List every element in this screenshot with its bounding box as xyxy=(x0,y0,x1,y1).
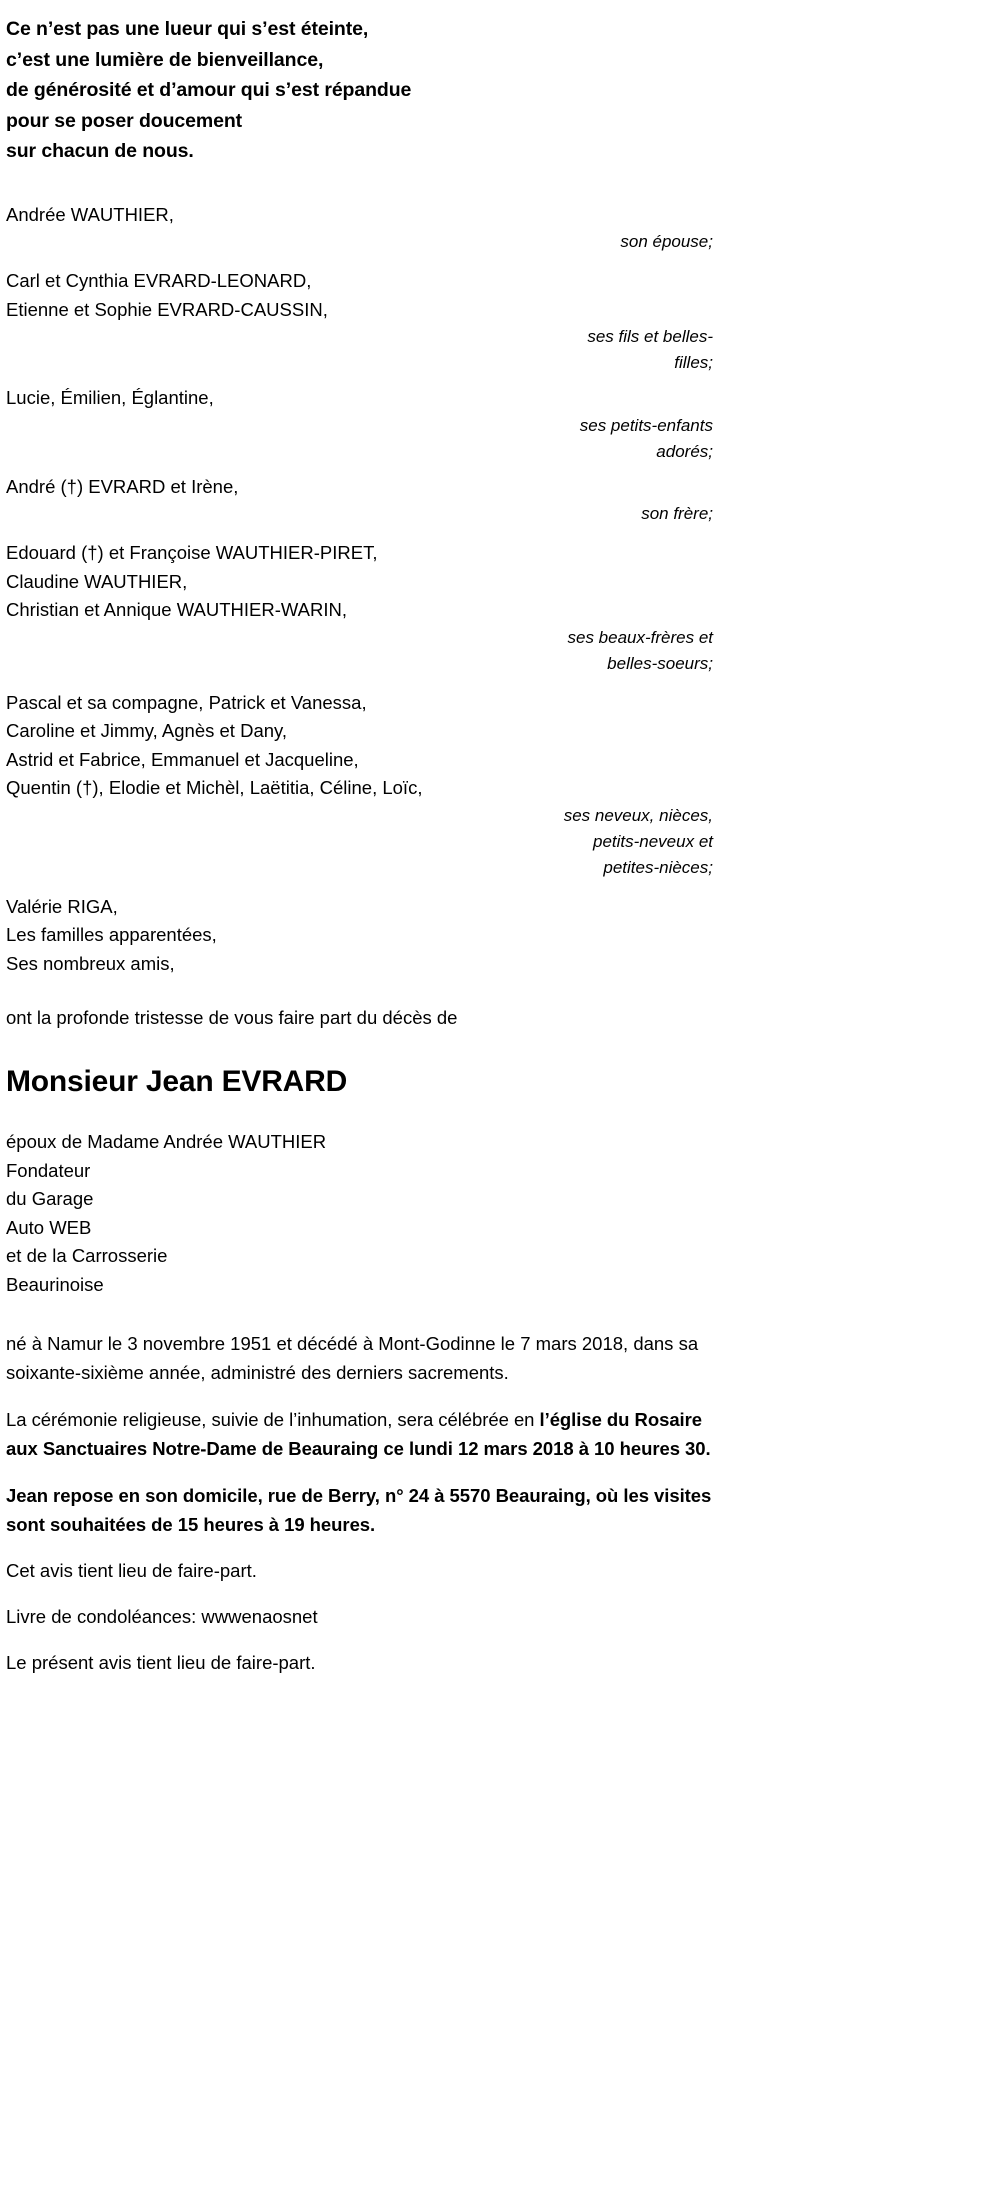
spacer xyxy=(6,677,707,689)
occupation-line: Fondateur xyxy=(6,1159,91,1181)
family-name-line: Christian et Annique WAUTHIER-WARIN, xyxy=(6,599,347,620)
family-name-line: Astrid et Fabrice, Emmanuel et Jacqueline, xyxy=(6,748,359,770)
relation-label-sons xyxy=(6,324,713,376)
relation-line: adorés; xyxy=(656,441,713,461)
poem-line: sur chacun de nous. xyxy=(6,140,194,162)
relation-line: ses petits-enfants xyxy=(579,415,713,435)
occupation-line: Beaurinoise xyxy=(6,1273,104,1295)
ceremony-details xyxy=(6,1405,713,1463)
ceremony-bold-text: l’église du Rosaire aux Sanctuaires Notre-Dame de Beauraing ce lundi 12 mars 2018 à 10 heures 30. xyxy=(6,1409,711,1459)
family-name-line: Lucie, Émilien, Églantine, xyxy=(6,387,214,408)
relation-label-spouse xyxy=(6,229,713,255)
poem-line: c’est une lumière de bienveillance, xyxy=(6,48,324,71)
family-name-line: Valérie RIGA, xyxy=(6,895,118,917)
family-group-spouse xyxy=(6,201,713,256)
announcement-text: ont la profonde tristesse de vous faire part du décès de xyxy=(6,1007,458,1028)
deceased-name-heading: Monsieur Jean EVRARD xyxy=(6,1065,348,1098)
spacer xyxy=(6,881,707,893)
biography-text: né à Namur le 3 novembre 1951 et décédé à Mont-Godinne le 7 mars 2018, dans sa soixante-sixième année, administré des derniers sacrements. xyxy=(6,1333,699,1383)
family-name-line: Pascal et sa compagne, Patrick et Vanessa, xyxy=(6,691,367,713)
footer-present-notice-line: Le présent avis tient lieu de faire-part. xyxy=(6,1652,316,1673)
family-name-line: Ses nombreux amis, xyxy=(6,952,175,974)
family-name-line: Edouard (†) et Françoise WAUTHIER-PIRET, xyxy=(6,542,378,563)
spacer xyxy=(6,465,707,473)
poem-line: de générosité et d’amour qui s’est répandue xyxy=(6,79,412,101)
spacer xyxy=(6,255,707,267)
family-name-line: Les familles apparentées, xyxy=(6,924,217,945)
visitation-details: Jean repose en son domicile, rue de Berry, n° 24 à 5570 Beauraing, où les visites sont souhaitées de 15 heures à 19 heures. xyxy=(6,1485,712,1535)
family-name-line: André (†) EVRARD et Irène, xyxy=(6,475,239,497)
occupation-line: Auto WEB xyxy=(6,1216,92,1238)
relation-label-brother xyxy=(6,501,713,527)
occupation-line: et de la Carrosserie xyxy=(6,1245,168,1266)
family-name-line: Andrée WAUTHIER, xyxy=(6,203,174,225)
relation-line: son frère; xyxy=(641,504,713,523)
family-name-line: Etienne et Sophie EVRARD-CAUSSIN, xyxy=(6,298,328,320)
family-name-line: Quentin (†), Elodie et Michèl, Laëtitia, Céline, Loïc, xyxy=(6,777,423,798)
deceased-occupation-block xyxy=(6,1128,707,1299)
family-name-line: Claudine WAUTHIER, xyxy=(6,570,188,592)
family-name-line: Caroline et Jimmy, Agnès et Dany, xyxy=(6,720,288,741)
relation-line: ses neveux, nièces, xyxy=(563,805,713,825)
family-group-in-laws xyxy=(6,539,713,677)
notice-content xyxy=(0,14,713,1677)
relation-line: son épouse; xyxy=(620,232,713,251)
relation-label-grandchildren xyxy=(6,413,713,465)
family-group-brother xyxy=(6,473,713,528)
condolences-book-line: Livre de condoléances: wwwenaosnet xyxy=(6,1606,318,1627)
occupation-line: époux de Madame Andrée WAUTHIER xyxy=(6,1131,327,1152)
relation-label-nephews-nieces xyxy=(6,803,713,881)
family-name-line: Carl et Cynthia EVRARD-LEONARD, xyxy=(6,270,312,291)
relation-line: petites-nièces; xyxy=(603,857,713,877)
occupation-line: du Garage xyxy=(6,1188,94,1209)
relation-line: belles-soeurs; xyxy=(607,653,713,673)
relation-line: ses beaux-frères et xyxy=(567,627,713,647)
ceremony-lead-text: La cérémonie religieuse, suivie de l’inhumation, sera célébrée en xyxy=(6,1409,540,1430)
family-group-sons xyxy=(6,267,713,376)
footer-notice-line: Cet avis tient lieu de faire-part. xyxy=(6,1560,257,1581)
memorial-poem xyxy=(6,14,707,167)
spacer xyxy=(6,376,707,384)
family-group-grandchildren xyxy=(6,384,713,465)
relation-label-in-laws xyxy=(6,625,713,677)
family-group-nephews-nieces xyxy=(6,689,713,881)
poem-line: pour se poser doucement xyxy=(6,109,243,132)
relation-line: ses fils et belles- xyxy=(587,327,713,346)
family-group-others xyxy=(6,893,713,979)
spacer xyxy=(6,527,707,539)
relation-line: petits-neveux et xyxy=(592,831,713,851)
relation-line: filles; xyxy=(674,353,713,372)
poem-line: Ce n’est pas une lueur qui s’est éteinte, xyxy=(6,18,369,40)
